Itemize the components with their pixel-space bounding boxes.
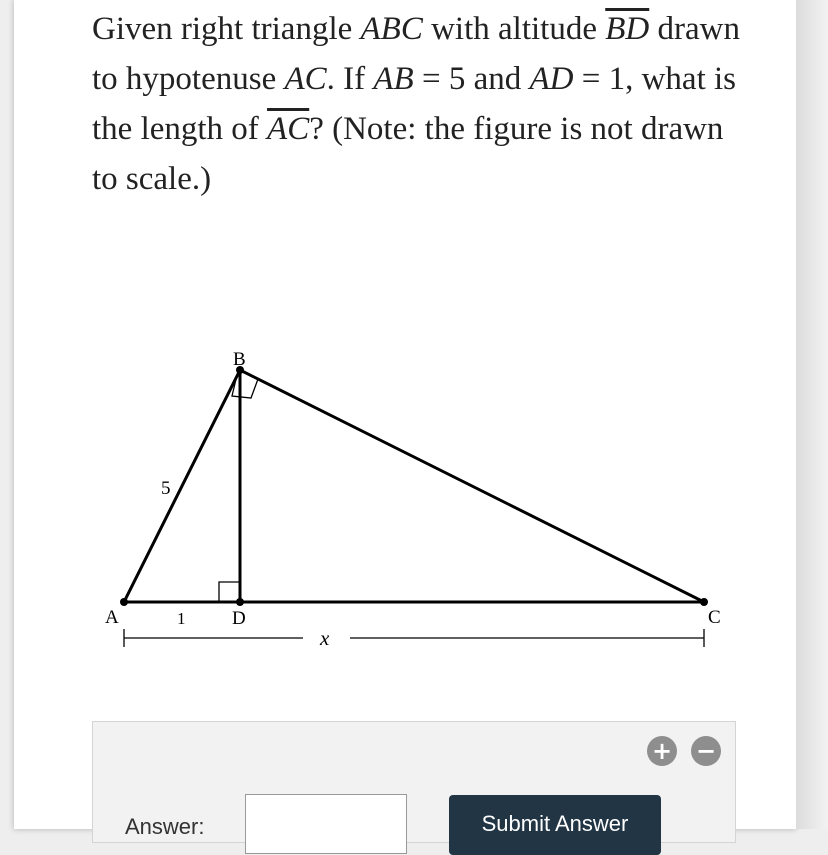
side-ab-line	[124, 370, 240, 602]
plus-circle-icon: +	[651, 737, 673, 765]
label-b: B	[233, 349, 246, 370]
right-angle-d	[219, 582, 240, 602]
submit-answer-button[interactable]: Submit Answer	[449, 795, 661, 855]
minus-circle-icon: −	[695, 737, 717, 765]
zoom-out-button[interactable]	[691, 736, 721, 766]
question-text: Given right triangle ABC with altitude $\overline{BD}$ drawn to hypotenuse AC. If AB = 5 and AD = 1, what is the length of $\overline{AC}$? (Note: the figure is not drawn to scale.)	[92, 11, 740, 197]
label-d: D	[232, 608, 246, 629]
right-angle-b	[232, 377, 258, 398]
answer-input[interactable]	[245, 794, 407, 854]
vertex-a	[120, 598, 128, 606]
zoom-in-button[interactable]	[647, 736, 677, 766]
label-side-ab: 5	[161, 478, 171, 499]
answer-label: Answer:	[125, 814, 205, 839]
vertex-d	[236, 598, 244, 606]
answer-panel	[92, 721, 736, 843]
side-bc-line	[240, 370, 704, 602]
label-a: A	[105, 607, 119, 628]
label-c: C	[708, 607, 721, 628]
vertex-c	[700, 598, 708, 606]
label-side-ac: x	[320, 626, 330, 650]
label-side-ad: 1	[177, 609, 186, 628]
